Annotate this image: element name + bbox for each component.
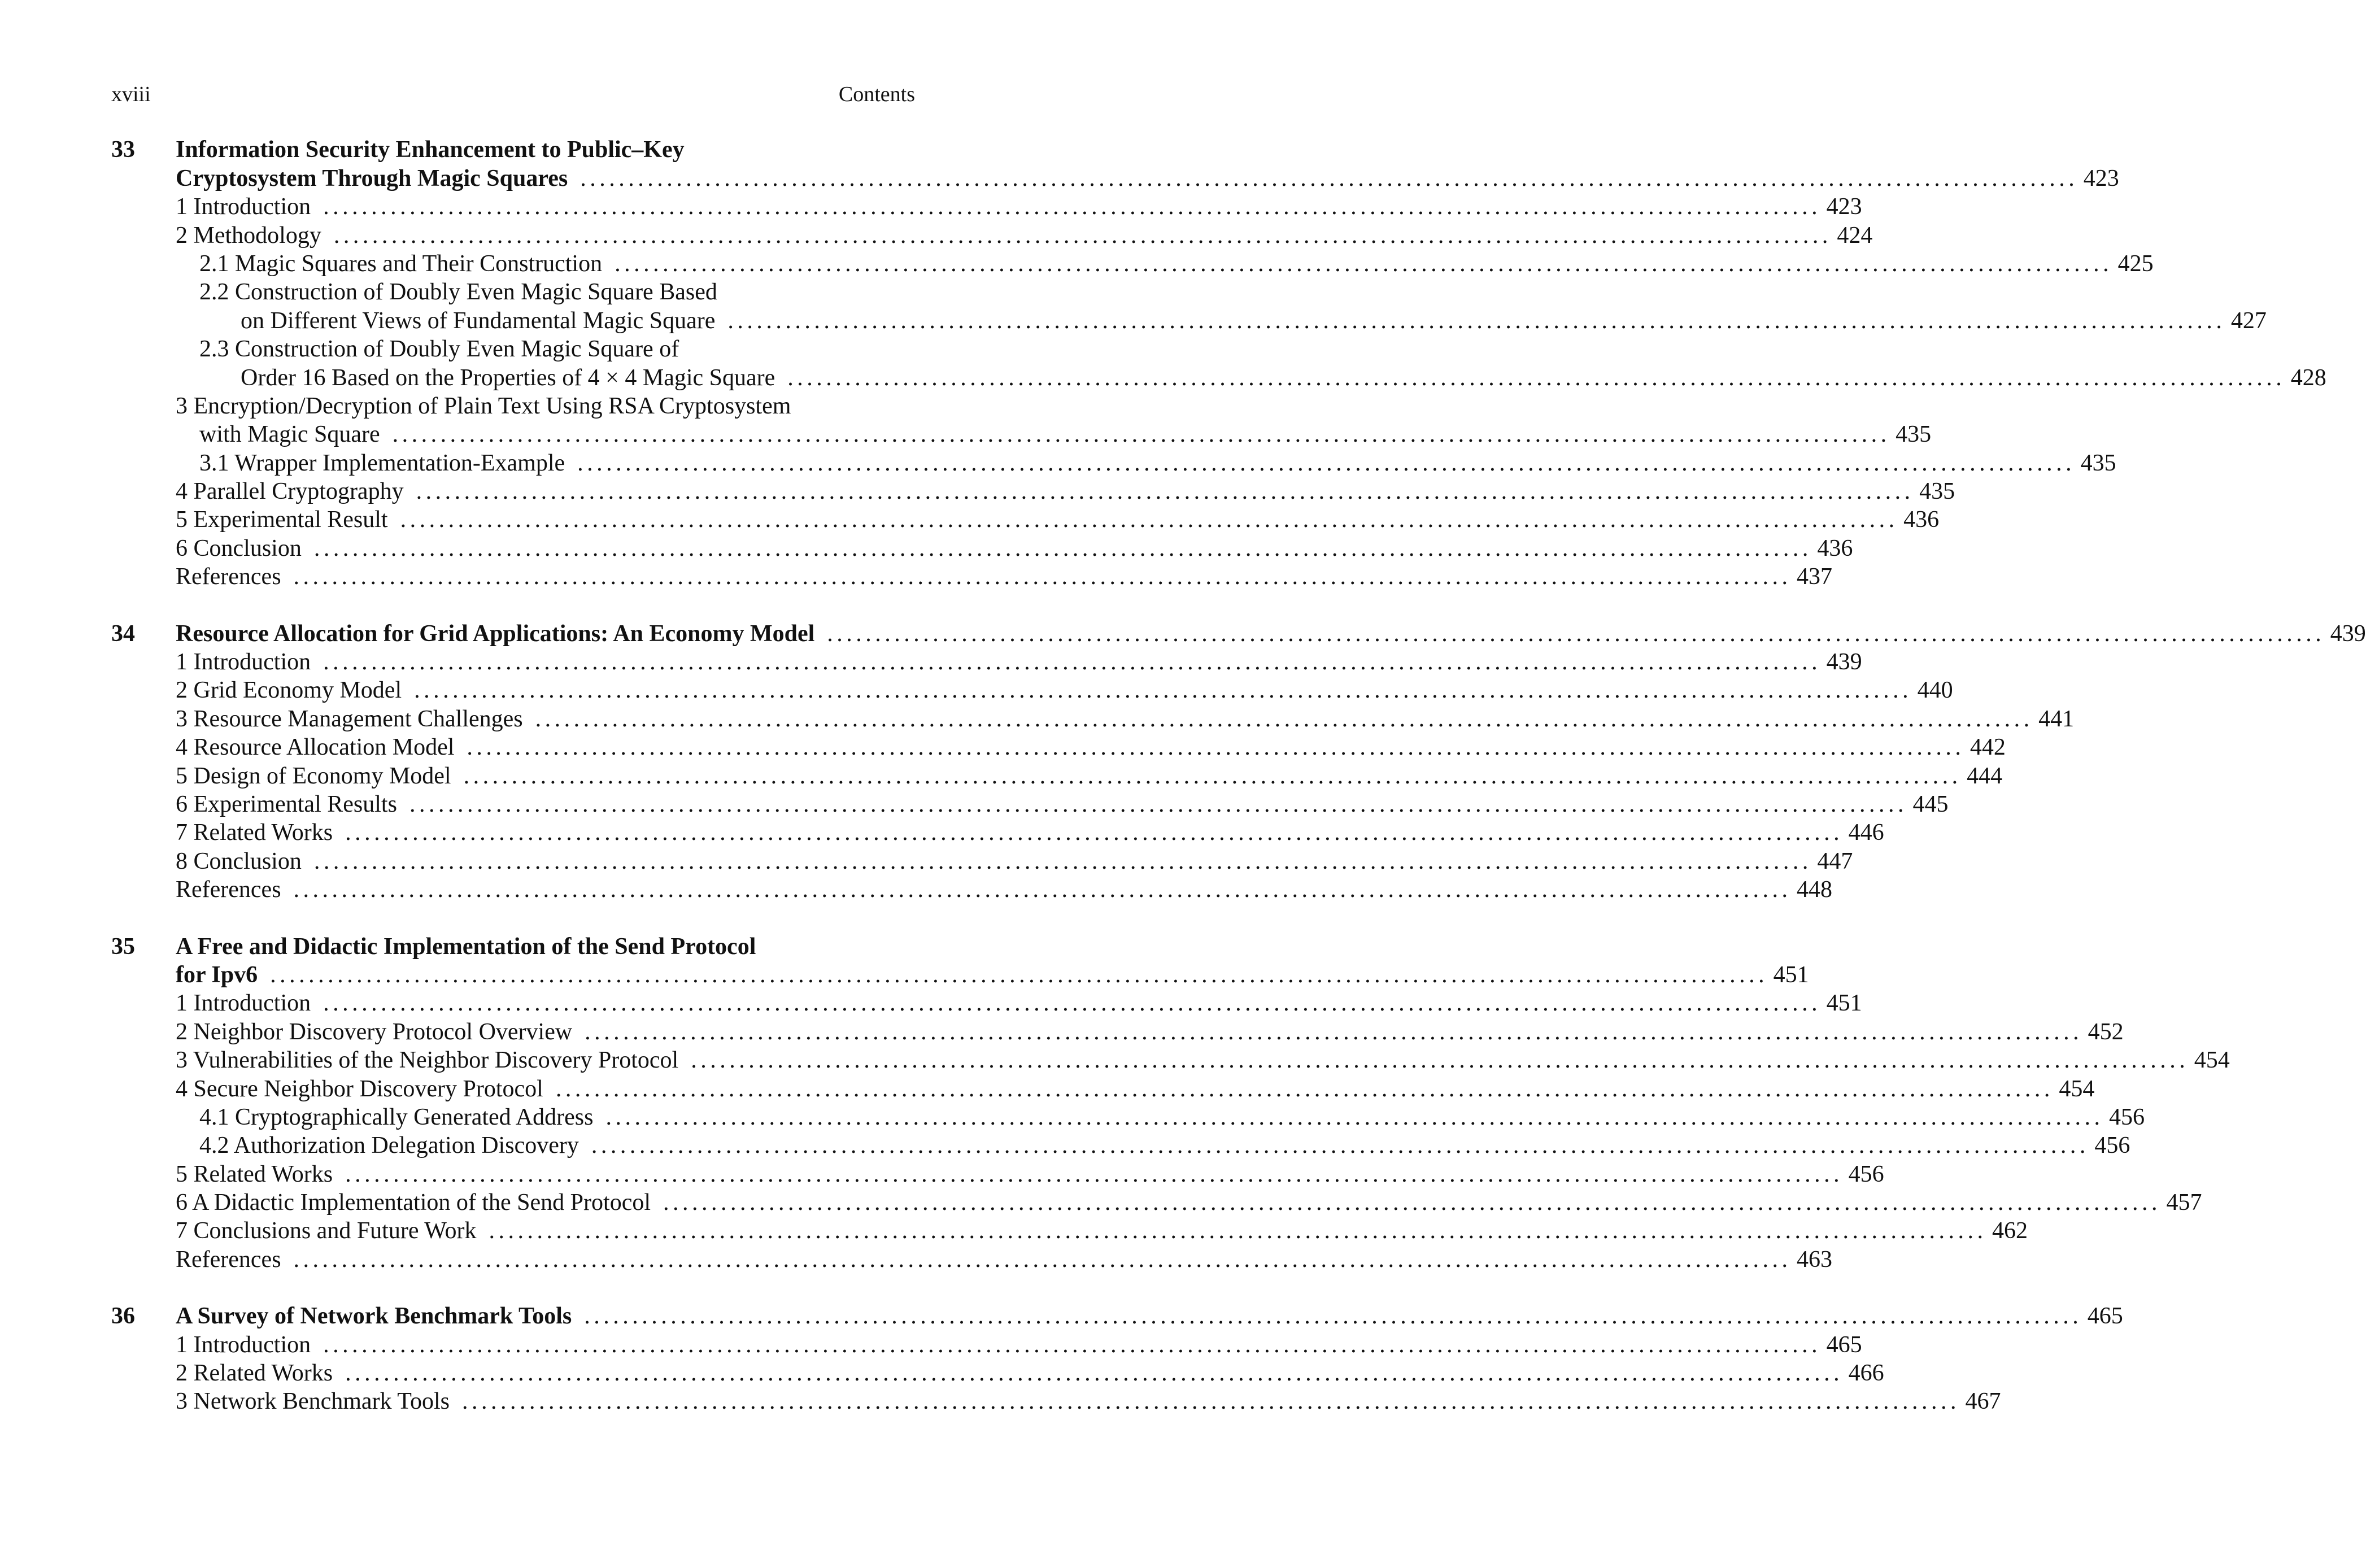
entry-title: 2 Related Works: [176, 1360, 333, 1387]
chapter-title: Information Security Enhancement to Public–Key: [176, 137, 685, 163]
entry-title: 1 Introduction: [176, 990, 311, 1017]
chapter-page: 439: [2330, 620, 2366, 647]
dot-leader: [314, 534, 1807, 563]
chapter-title-line[interactable]: [111, 164, 2119, 192]
dot-leader: [691, 1046, 2184, 1074]
entry-title: 2.1 Magic Squares and Their Construction: [199, 250, 603, 277]
dot-leader: [727, 307, 2221, 335]
entry-page: 454: [2059, 1075, 2095, 1102]
entry-title: 4.2 Authorization Delegation Discovery: [199, 1133, 579, 1159]
entry-title: 4.1 Cryptographically Generated Address: [199, 1104, 594, 1130]
toc-entry[interactable]: [111, 1217, 2028, 1245]
toc-entry[interactable]: [111, 506, 1940, 534]
entry-title: 4 Resource Allocation Model: [176, 734, 455, 761]
toc-entry[interactable]: [111, 1131, 2130, 1160]
entry-title: 2.2 Construction of Doubly Even Magic Square Based: [199, 279, 717, 306]
dot-leader: [577, 449, 2071, 477]
entry-page: 446: [1848, 820, 1884, 846]
entry-page: 466: [1848, 1360, 1884, 1387]
toc-entry[interactable]: [111, 761, 2003, 790]
dot-leader: [345, 818, 1838, 847]
entry-title: 3 Network Benchmark Tools: [176, 1388, 450, 1415]
entry-page: 425: [2117, 250, 2154, 277]
chapter-33: [111, 136, 2326, 591]
chapter-title-cont: for Ipv6: [176, 961, 258, 988]
entry-title: References: [176, 877, 281, 903]
entry-title: 5 Related Works: [176, 1161, 333, 1187]
entry-page: 457: [2166, 1190, 2202, 1216]
toc-entry[interactable]: [111, 534, 1853, 562]
toc-entry[interactable]: [111, 704, 2075, 733]
dot-leader: [467, 733, 1960, 761]
chapter-34: [111, 619, 2366, 904]
entry-title: 2 Neighbor Discovery Protocol Overview: [176, 1018, 573, 1045]
entry-page: 452: [2088, 1018, 2124, 1045]
entry-page: 435: [1896, 421, 1932, 448]
chapter-title: A Free and Didactic Implementation of the Send Protocol: [176, 933, 756, 960]
dot-leader: [535, 705, 2029, 733]
toc-entry-cont[interactable]: [111, 363, 2326, 391]
entry-page: 441: [2038, 705, 2075, 732]
entry-page: 445: [1912, 791, 1949, 817]
chapter-title-line[interactable]: [111, 932, 916, 960]
toc-entry[interactable]: [111, 1103, 2145, 1131]
toc-entry[interactable]: [111, 1330, 1862, 1358]
dot-leader: [409, 790, 1903, 818]
entry-title: 2 Methodology: [176, 222, 321, 249]
entry-page: 440: [1917, 677, 1953, 704]
chapter-title: Resource Allocation for Grid Applications: An Economy Model: [176, 620, 815, 647]
dot-leader: [323, 648, 1816, 676]
dot-leader: [323, 1331, 1816, 1359]
entry-title: 7 Conclusions and Future Work: [176, 1218, 477, 1244]
toc-entry[interactable]: [111, 847, 1853, 875]
running-title: Contents: [838, 82, 915, 106]
chapter-page: 423: [2083, 165, 2119, 191]
entry-page: 454: [2194, 1047, 2230, 1074]
toc-entry[interactable]: [111, 733, 2006, 761]
entry-page: 462: [1992, 1218, 2028, 1244]
chapter-number: 36: [111, 1303, 135, 1330]
entry-title-cont: on Different Views of Fundamental Magic Square: [241, 307, 716, 334]
entry-title: 2.3 Construction of Doubly Even Magic Square of: [199, 336, 679, 363]
entry-page: 423: [1826, 194, 1862, 220]
dot-leader: [393, 420, 1886, 448]
toc-entry[interactable]: [111, 221, 1873, 249]
dot-leader: [464, 762, 1957, 790]
dot-leader: [827, 620, 2320, 648]
entry-title: 6 Conclusion: [176, 535, 302, 561]
toc-entry-cont[interactable]: [111, 420, 1932, 448]
dot-leader: [400, 506, 1894, 534]
toc-entry[interactable]: [111, 648, 1862, 676]
toc-entry[interactable]: [111, 250, 2154, 278]
entry-page: 436: [1817, 535, 1853, 561]
toc-entry[interactable]: [111, 790, 1949, 818]
dot-leader: [294, 876, 1787, 904]
toc-entry[interactable]: [111, 563, 1833, 591]
entry-page: 435: [2080, 450, 2116, 476]
chapter-number: 35: [111, 933, 135, 960]
entry-title: 8 Conclusion: [176, 848, 302, 874]
chapter-title-line[interactable]: [111, 136, 916, 164]
entry-page: 428: [2290, 364, 2326, 391]
toc-entry[interactable]: [111, 1359, 1884, 1387]
dot-leader: [294, 563, 1787, 591]
dot-leader: [314, 847, 1807, 876]
entry-title: 5 Experimental Result: [176, 507, 388, 533]
entry-title: 4 Parallel Cryptography: [176, 478, 404, 505]
chapter-title-line[interactable]: [111, 1302, 2123, 1330]
dot-leader: [294, 1245, 1787, 1274]
entry-page: 463: [1797, 1246, 1833, 1273]
toc-entry[interactable]: [111, 278, 916, 306]
entry-title-cont: Order 16 Based on the Properties of 4 × 4 Magic Square: [241, 364, 775, 391]
dot-leader: [605, 1103, 2099, 1131]
chapter-page: 465: [2087, 1303, 2123, 1330]
entry-title: References: [176, 564, 281, 590]
dot-leader: [462, 1387, 1955, 1415]
dot-leader: [414, 676, 1907, 704]
entry-page: 447: [1817, 848, 1853, 874]
entry-page: 465: [1826, 1331, 1862, 1358]
entry-page: 456: [2094, 1133, 2130, 1159]
chapter-title-line[interactable]: [111, 619, 2366, 647]
chapter-title-cont: Cryptosystem Through Magic Squares: [176, 165, 568, 191]
toc-entry[interactable]: [111, 989, 1862, 1017]
entry-title: 1 Introduction: [176, 649, 311, 676]
dot-leader: [323, 193, 1816, 221]
toc-entry[interactable]: [111, 335, 916, 363]
dot-leader: [270, 961, 1763, 989]
entry-title: 7 Related Works: [176, 820, 333, 846]
entry-page: 448: [1797, 877, 1833, 903]
dot-leader: [323, 989, 1816, 1017]
entry-title: 6 A Didactic Implementation of the Send Protocol: [176, 1190, 651, 1216]
entry-title: 1 Introduction: [176, 194, 311, 220]
entry-title: 1 Introduction: [176, 1331, 311, 1358]
entry-page: 456: [2108, 1104, 2145, 1130]
toc-entry[interactable]: [111, 448, 2116, 477]
entry-page: 424: [1837, 222, 1873, 249]
dot-leader: [591, 1131, 2085, 1160]
chapter-number: 34: [111, 620, 135, 647]
toc-entry[interactable]: [111, 1017, 2124, 1046]
toc-entry[interactable]: [111, 1074, 2095, 1103]
entry-page: 427: [2230, 307, 2267, 334]
entry-title: 2 Grid Economy Model: [176, 677, 402, 704]
entry-title: References: [176, 1246, 281, 1273]
dot-leader: [345, 1160, 1838, 1188]
entry-title: 4 Secure Neighbor Discovery Protocol: [176, 1075, 543, 1102]
chapter-page: 451: [1773, 961, 1809, 988]
entry-title-cont: with Magic Square: [199, 421, 380, 448]
chapter-title: A Survey of Network Benchmark Tools: [176, 1303, 572, 1330]
entry-page: 467: [1965, 1388, 2001, 1415]
dot-leader: [556, 1075, 2049, 1103]
dot-leader: [416, 477, 1910, 506]
toc-entry[interactable]: [111, 1160, 1884, 1188]
dot-leader: [489, 1217, 1982, 1245]
entry-page: 456: [1848, 1161, 1884, 1187]
toc-entry[interactable]: [111, 1387, 2001, 1415]
toc-entry-cont[interactable]: [111, 306, 2267, 334]
entry-title: 3 Encryption/Decryption of Plain Text Using RSA Cryptosystem: [176, 393, 791, 419]
table-of-contents: [111, 136, 2366, 1444]
entry-page: 444: [1967, 763, 2003, 789]
dot-leader: [663, 1188, 2156, 1217]
toc-entry[interactable]: [111, 818, 1884, 847]
entry-title: 3.1 Wrapper Implementation-Example: [199, 450, 565, 476]
toc-entry[interactable]: [111, 876, 1833, 904]
toc-entry[interactable]: [111, 392, 916, 420]
dot-leader: [787, 364, 2281, 392]
chapter-36: [111, 1302, 2123, 1416]
entry-page: 439: [1826, 649, 1862, 676]
dot-leader: [584, 1302, 2077, 1330]
dot-leader: [615, 250, 2108, 278]
chapter-35: [111, 932, 2230, 1274]
entry-title: 3 Resource Management Challenges: [176, 705, 523, 732]
entry-page: 442: [1970, 734, 2006, 761]
chapter-title-line[interactable]: [111, 961, 1809, 989]
toc-entry[interactable]: [111, 1245, 1833, 1273]
entry-title: 3 Vulnerabilities of the Neighbor Discovery Protocol: [176, 1047, 679, 1074]
entry-page: 451: [1826, 990, 1862, 1017]
dot-leader: [345, 1359, 1838, 1387]
dot-leader: [580, 164, 2073, 193]
dot-leader: [585, 1018, 2078, 1046]
entry-page: 436: [1903, 507, 1940, 533]
chapter-number: 33: [111, 137, 135, 163]
entry-page: 437: [1797, 564, 1833, 590]
toc-entry[interactable]: [111, 193, 1862, 221]
page-number: xviii: [111, 82, 151, 106]
toc-entry[interactable]: [111, 1046, 2230, 1074]
toc-entry[interactable]: [111, 676, 1953, 704]
entry-title: 6 Experimental Results: [176, 791, 397, 817]
toc-entry[interactable]: [111, 477, 1955, 506]
toc-entry[interactable]: [111, 1188, 2202, 1217]
dot-leader: [334, 221, 1827, 250]
entry-title: 5 Design of Economy Model: [176, 763, 451, 789]
entry-page: 435: [1919, 478, 1955, 505]
